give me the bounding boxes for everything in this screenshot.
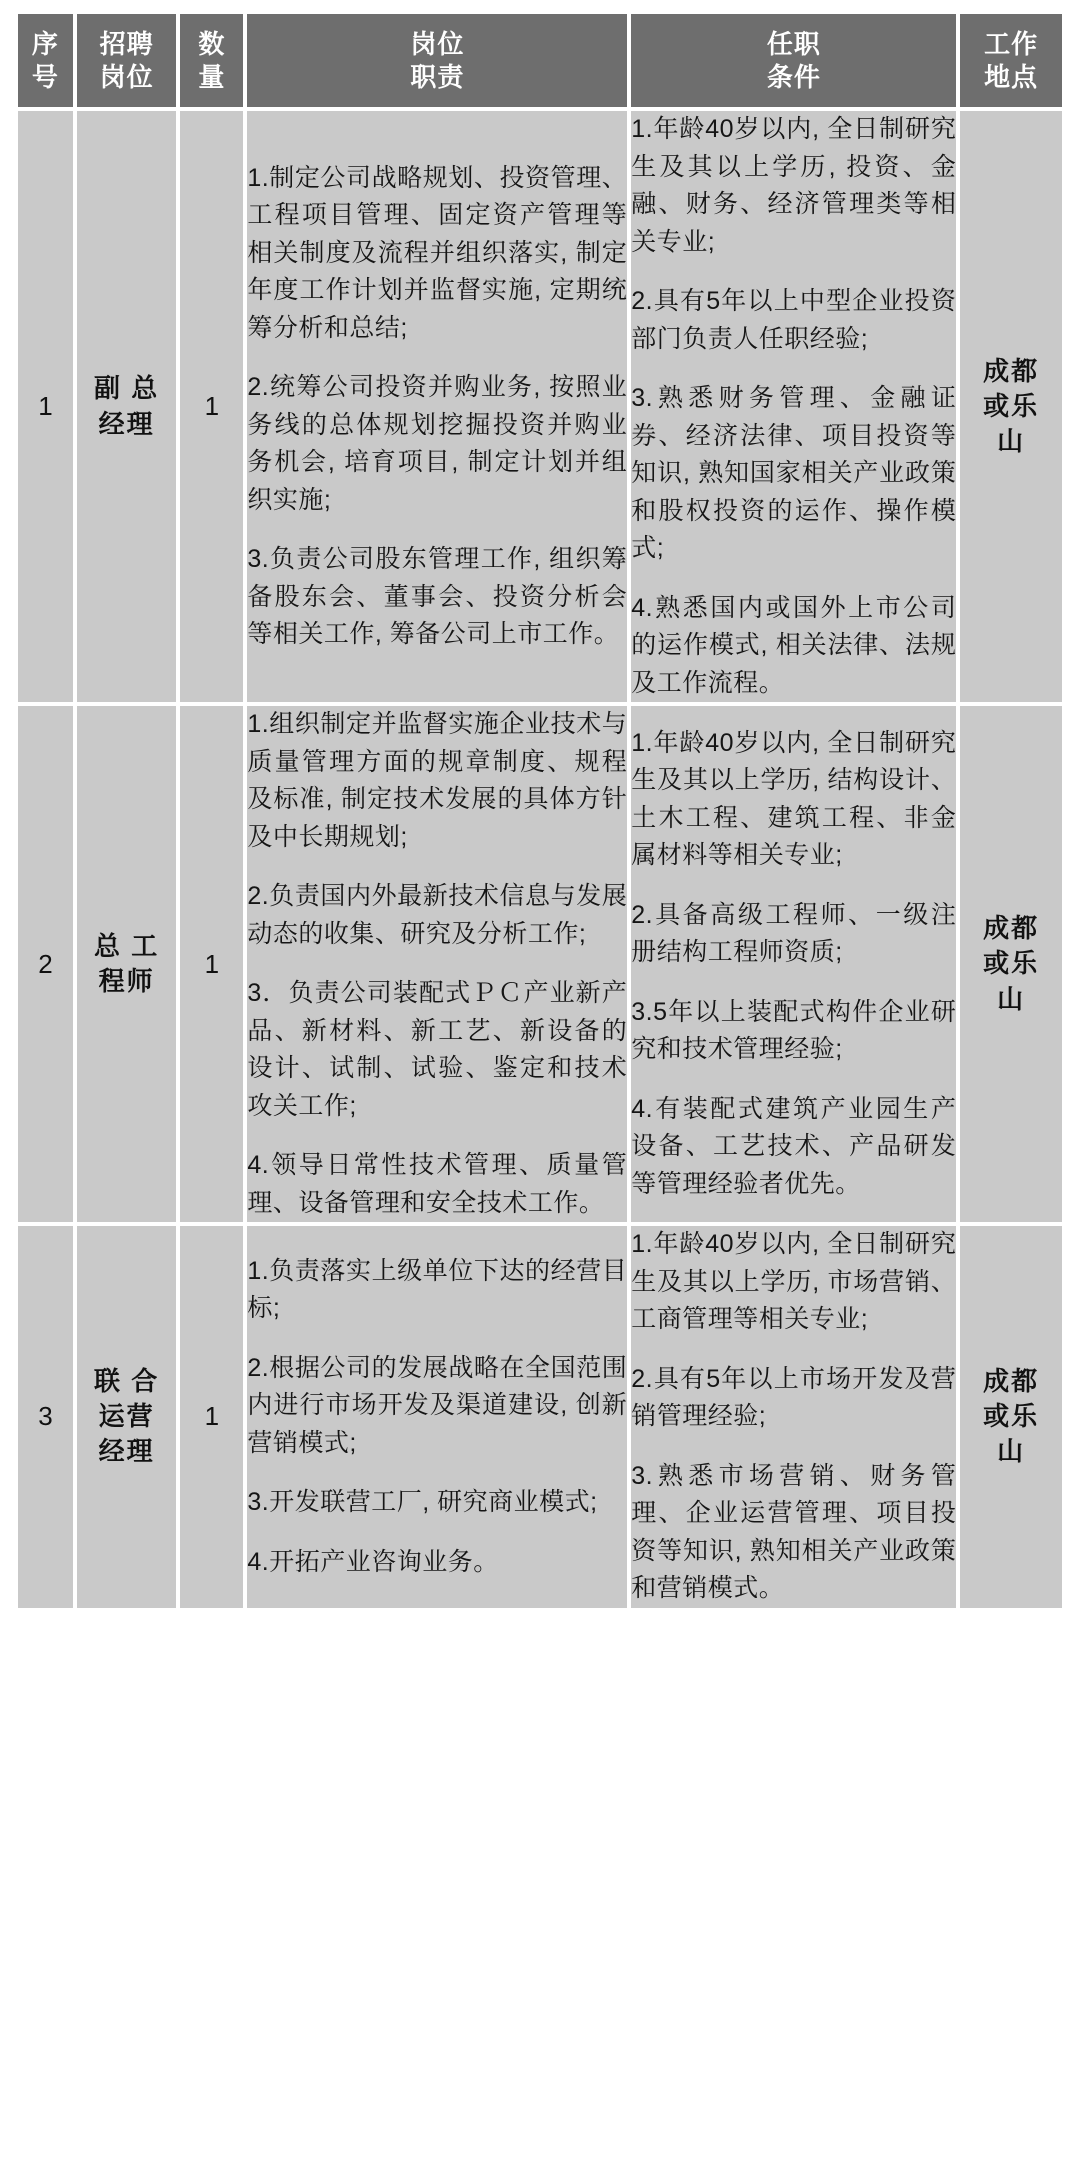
row-location-line-1: 成都 [983, 355, 1040, 386]
requirement-item: 1.年龄40岁以内, 全日制研究生及其以上学历, 结构设计、土木工程、建筑工程、非金属材料等相关专业; [631, 728, 957, 870]
row-duties [247, 111, 627, 702]
table-header-duties-line-1: 岗位 [410, 29, 465, 59]
row-location-line-3: 山 [997, 1436, 1026, 1467]
requirement-item: 2.具有5年以上中型企业投资部门负责人任职经验; [631, 287, 957, 353]
row-position-line-1: 副 总 [94, 373, 160, 404]
duty-item: 2.负责国内外最新技术信息与发展动态的收集、研究及分析工作; [247, 882, 628, 948]
row-location [960, 111, 1062, 702]
duty-item: 4.领导日常性技术管理、质量管理、设备管理和安全技术工作。 [247, 1151, 628, 1217]
table-header-location-line-1: 工作 [984, 29, 1039, 59]
row-location-line-2: 或乐 [983, 390, 1040, 421]
duty-item: 1.负责落实上级单位下达的经营目标; [247, 1256, 628, 1322]
table-header-duties-line-2: 职责 [410, 61, 465, 92]
row-quantity: 1 [180, 111, 243, 702]
row-location-line-3: 山 [997, 983, 1026, 1014]
table-header-position [77, 14, 177, 107]
requirement-item: 2.具有5年以上市场开发及营销管理经验; [631, 1364, 957, 1430]
row-position-line-2: 运营 [98, 1401, 155, 1432]
requirement-item: 3.熟悉财务管理、金融证券、经济法律、项目投资等知识, 熟知国家相关产业政策和股权投资的运作、操作模式; [631, 384, 957, 562]
requirement-item: 1.年龄40岁以内, 全日制研究生及其以上学历, 市场营销、工商管理等相关专业; [631, 1230, 957, 1333]
table-row [18, 111, 1062, 702]
table-header-requirements-line-2: 条件 [766, 61, 821, 92]
row-index: 3 [18, 1226, 73, 1608]
requirement-item: 3.熟悉市场营销、财务管理、企业运营管理、项目投资等知识, 熟知相关产业政策和营销模式。 [631, 1461, 957, 1602]
row-position-line-3: 经理 [98, 1436, 155, 1467]
row-requirements [631, 111, 956, 702]
row-position-line-2: 经理 [98, 408, 155, 439]
row-index: 2 [18, 706, 73, 1222]
table-header-row [18, 14, 1062, 107]
row-location [960, 706, 1062, 1222]
duty-item: 3.开发联营工厂, 研究商业模式; [247, 1488, 598, 1516]
row-requirements [631, 1226, 956, 1608]
table-header-requirements-line-1: 任职 [766, 29, 821, 59]
table-header-duties [247, 14, 627, 107]
duty-item: 1.组织制定并监督实施企业技术与质量管理方面的规章制度、规程及标准, 制定技术发展的具体方针及中长期规划; [247, 710, 628, 851]
row-position [77, 111, 177, 702]
row-location-line-3: 山 [997, 426, 1026, 457]
row-duties [247, 1226, 627, 1608]
table-header-location-line-2: 地点 [984, 61, 1039, 92]
requirement-item: 4.有装配式建筑产业园生产设备、工艺技术、产品研发等管理经验者优先。 [631, 1094, 957, 1198]
row-location-line-2: 或乐 [983, 948, 1040, 979]
row-position-line-1: 联 合 [94, 1366, 160, 1397]
duty-item: 4.开拓产业咨询业务。 [247, 1547, 499, 1576]
table-header-position-line-1: 招聘 [99, 29, 154, 59]
requirement-item: 2.具备高级工程师、一级注册结构工程师资质; [631, 900, 957, 967]
duty-item: 3.负责公司股东管理工作, 组织筹备股东会、董事会、投资分析会等相关工作, 筹备公司上市工作。 [247, 545, 628, 648]
row-location [960, 1226, 1062, 1608]
row-position [77, 1226, 177, 1608]
table-header-quantity [180, 14, 243, 107]
row-position-line-2: 程师 [98, 966, 155, 996]
duty-item: 1.制定公司战略规划、投资管理、工程项目管理、固定资产管理等相关制度及流程并组织落实, 制定年度工作计划并监督实施, 定期统筹分析和总结; [247, 163, 628, 342]
row-quantity: 1 [180, 1226, 243, 1608]
row-quantity: 1 [180, 706, 243, 1222]
row-location-line-1: 成都 [983, 913, 1040, 944]
row-position-line-1: 总 工 [94, 930, 160, 961]
recruitment-table [14, 10, 1066, 1612]
row-location-line-2: 或乐 [983, 1401, 1040, 1432]
table-header-requirements [631, 14, 956, 107]
table-row [18, 706, 1062, 1222]
duty-item: 3．负责公司装配式ＰＣ产业新产品、新材料、新工艺、新设备的设计、试制、试验、鉴定和技术攻关工作; [247, 979, 628, 1120]
table-header-location [960, 14, 1062, 107]
table-header-index-line-1: 序号 [31, 29, 59, 92]
requirement-item: 4.熟悉国内或国外上市公司的运作模式, 相关法律、法规及工作流程。 [631, 593, 957, 697]
table-header-position-line-2: 岗位 [99, 61, 154, 92]
row-requirements [631, 706, 956, 1222]
table-header-quantity-line-1: 数 [198, 29, 226, 59]
requirement-item: 3.5年以上装配式构件企业研究和技术管理经验; [631, 997, 957, 1064]
duty-item: 2.根据公司的发展战略在全国范围内进行市场开发及渠道建设, 创新营销模式; [247, 1353, 628, 1457]
row-duties [247, 706, 627, 1222]
table-header-index [18, 14, 73, 107]
row-position [77, 706, 177, 1222]
requirement-item: 1.年龄40岁以内, 全日制研究生及其以上学历, 投资、金融、财务、经济管理类等相关专业; [631, 115, 957, 256]
table-header-quantity-line-2: 量 [198, 61, 226, 92]
row-index: 1 [18, 111, 73, 702]
duty-item: 2.统筹公司投资并购业务, 按照业务线的总体规划挖掘投资并购业务机会, 培育项目, 制定计划并组织实施; [247, 373, 628, 514]
table-row [18, 1226, 1062, 1608]
row-location-line-1: 成都 [983, 1366, 1040, 1397]
